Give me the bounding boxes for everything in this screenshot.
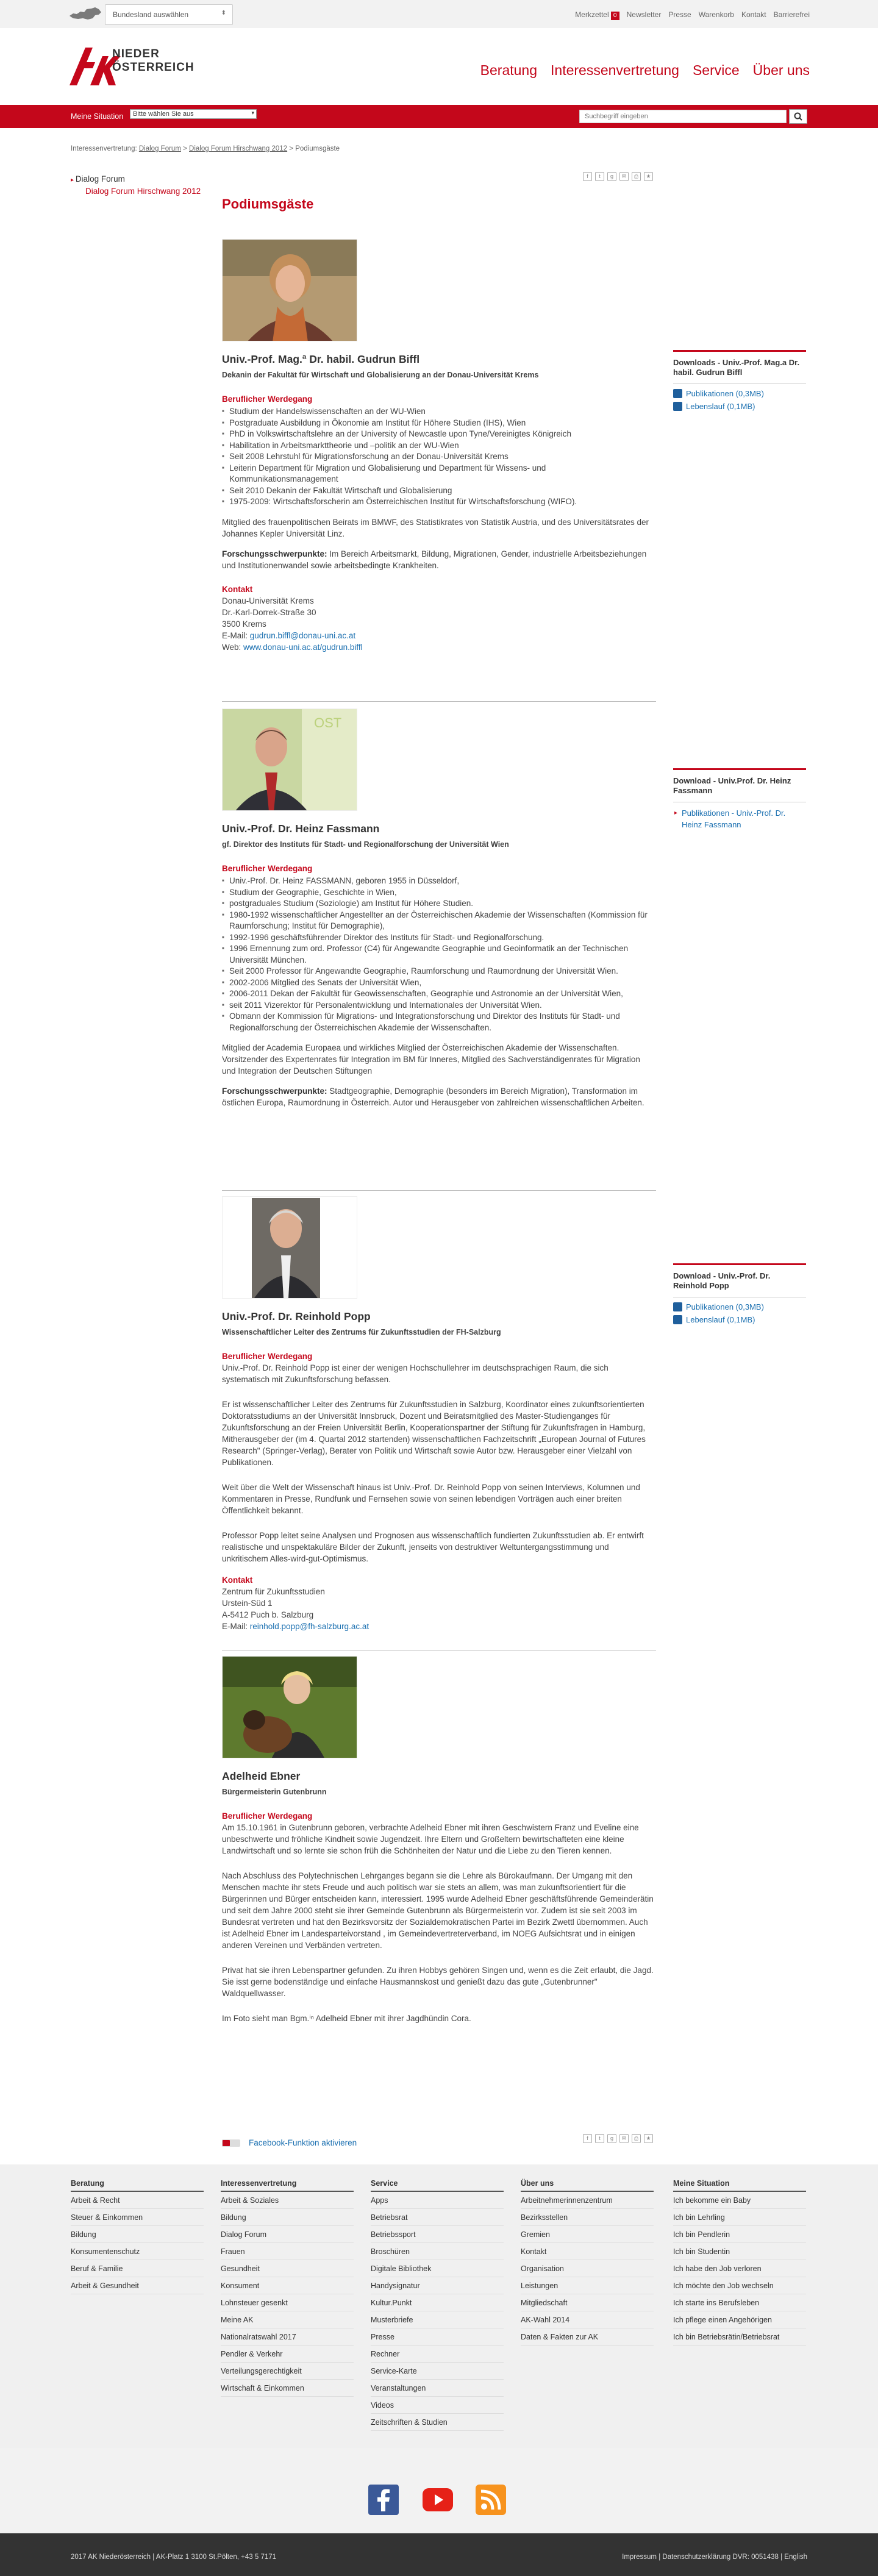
facebook-activate-link[interactable]: Facebook-Funktion aktivieren [249, 2138, 357, 2147]
breadcrumb-prefix: Interessenvertretung: [71, 145, 137, 152]
person-photo [222, 239, 357, 341]
breadcrumb-link-hirschwang[interactable]: Dialog Forum Hirschwang 2012 [189, 145, 288, 152]
situation-label: Meine Situation [71, 112, 124, 121]
footer-link[interactable]: Veranstaltungen [371, 2380, 504, 2397]
footer-link[interactable]: Konsumentenschutz [71, 2243, 204, 2260]
footer-link[interactable]: Ich bin Studentin [673, 2243, 806, 2260]
paragraph: Mitglied der Academia Europaea und wirkliches Mitglied der Österreichischen Akademie der Wissenschaften. Vorsitzender des Expertenrates für Integration im BM für Inneres, Mitglied des Sachverständigenrates für Migration und Integration der Deutschen Stiftungen [222, 1043, 640, 1076]
section-heading: Beruflicher Werdegang [222, 864, 313, 873]
list-item: ■ Obmann der Kommission für Migrations- und Integrationsforschung und Direktor des Instituts für Stadt- und Regionalforschung der Österreichischen Akademie der Wissenschaften. [222, 1011, 656, 1033]
footer-link[interactable]: Lohnsteuer gesenkt [221, 2294, 354, 2311]
bundesland-select[interactable] [105, 4, 233, 25]
footer-link[interactable]: Ich pflege einen Angehörigen [673, 2311, 806, 2328]
footer-link[interactable]: Ich möchte den Job wechseln [673, 2277, 806, 2294]
list-item: ■ Postgraduate Ausbildung in Ökonomie am Institut für Höhere Studien (IHS), Wien [222, 418, 656, 429]
nav-interessenvertretung[interactable]: Interessenvertretung [551, 62, 679, 78]
contact-line: Dr.-Karl-Dorrek-Straße 30 [222, 607, 316, 617]
email-share-icon[interactable]: ✉ [619, 172, 629, 181]
site-header [0, 28, 878, 105]
document-icon [673, 389, 682, 398]
print-icon[interactable]: ⎙ [632, 2134, 641, 2143]
breadcrumb-link-dialog-forum[interactable]: Dialog Forum [138, 145, 181, 152]
footer-link[interactable]: Kontakt [521, 2243, 654, 2260]
facebook-share-icon[interactable]: f [583, 172, 592, 181]
main-nav [480, 62, 810, 79]
footer-link[interactable]: Ich starte ins Berufsleben [673, 2294, 806, 2311]
footer-link[interactable]: Ich bekomme ein Baby [673, 2192, 806, 2209]
nav-service[interactable]: Service [692, 62, 740, 78]
footer-heading: Meine Situation [673, 2179, 806, 2192]
situation-select-value: Bitte wählen Sie aus [133, 110, 194, 118]
footer-col-meine-situation [673, 2179, 806, 2346]
list-item: ■ PhD in Volkswirtschaftslehre an der University of Newcastle upon Tyne/Vereinigtes Königreich [222, 429, 656, 440]
download-link-publikationen[interactable]: ▸ Publikationen - Univ.-Prof. Dr. Heinz Fassmann [673, 807, 806, 830]
footer-col-interessenvertretung [221, 2179, 354, 2397]
person-ebner [222, 1656, 656, 2024]
divider [222, 701, 656, 702]
person-name: Adelheid Ebner [222, 1770, 301, 1782]
document-icon [673, 1302, 682, 1311]
list-item: ■ 2002-2006 Mitglied des Senats der Universität Wien, [222, 977, 656, 989]
toplink-kontakt[interactable]: Kontakt [741, 10, 766, 19]
footer-link[interactable]: Ich bin Lehrling [673, 2209, 806, 2226]
facebook-share-icon[interactable]: f [583, 2134, 592, 2143]
leftnav-hirschwang[interactable]: Dialog Forum Hirschwang 2012 [85, 187, 201, 196]
footer-link[interactable]: Meine AK [221, 2311, 354, 2328]
twitter-share-icon[interactable]: t [595, 172, 604, 181]
person-photo [222, 708, 357, 811]
paragraph: Am 15.10.1961 in Gutenbrunn geboren, verbrachte Adelheid Ebner mit ihren Geschwistern Franz und Eveline eine unbeschwerte und fröhliche Kindheit sowie Jugendzeit. Ihre Eltern und Großeltern bewirtschafteten eine kleine Landwirtschaft und so lernte sie schon früh die Schönheiten der Natur und die Liebe zu den Tieren kennen. [222, 1823, 639, 1855]
footer-heading: Über uns [521, 2179, 654, 2192]
downloads-title: Downloads - Univ.-Prof. Mag.a Dr. habil. Gudrun Biffl [673, 358, 800, 377]
bookmark-icon[interactable]: ★ [644, 172, 653, 181]
list-item: ■ postgraduales Studium (Soziologie) am Institut für Höhere Studien. [222, 898, 656, 910]
twitter-share-icon[interactable]: t [595, 2134, 604, 2143]
footer-heading: Beratung [71, 2179, 204, 2192]
footer-col-beratung [71, 2179, 204, 2294]
breadcrumb-current: Podiumsgäste [295, 145, 340, 152]
footer-link[interactable]: Rechner [371, 2346, 504, 2363]
footer-link[interactable]: Apps [371, 2192, 504, 2209]
legal-links[interactable]: Impressum | Datenschutzerklärung DVR: 0051438 | English [622, 2553, 807, 2561]
email-link[interactable]: reinhold.popp@fh-salzburg.ac.at [249, 1622, 369, 1631]
merkzettel-count-badge: 0 [611, 12, 619, 20]
footer-link[interactable]: Daten & Fakten zur AK [521, 2328, 654, 2346]
chevron-down-icon: ▾ [251, 110, 254, 116]
toplink-barrierefrei[interactable]: Barrierefrei [773, 10, 810, 19]
document-icon [673, 402, 682, 411]
footer-link[interactable]: Videos [371, 2397, 504, 2414]
situation-select[interactable] [130, 109, 257, 119]
footer-link[interactable]: Nationalratswahl 2017 [221, 2328, 354, 2346]
list-item: ■ Leiterin Department für Migration und Globalisierung und Department für Wissens- und Kommunikationsmanagement [222, 463, 656, 485]
footer-link[interactable]: Service-Karte [371, 2363, 504, 2380]
focus-label: Forschungsschwerpunkte: [222, 549, 327, 558]
focus-label: Forschungsschwerpunkte: [222, 1086, 327, 1096]
top-strip [0, 0, 878, 28]
toplink-newsletter[interactable]: Newsletter [626, 10, 662, 19]
footer-link[interactable]: Frauen [221, 2243, 354, 2260]
list-item: ■ 1996 Ernennung zum ord. Professor (C4) für Angewandte Geographie und Geoinformatik an der Technischen Universität München. [222, 943, 656, 966]
footer [0, 2164, 878, 2448]
downloads-box-fassmann [673, 768, 806, 830]
footer-link[interactable]: Ich habe den Job verloren [673, 2260, 806, 2277]
list-item: ■ Seit 2010 Dekanin der Fakultät Wirtschaft und Globalisierung [222, 485, 656, 497]
left-nav [71, 174, 205, 196]
footer-link[interactable]: Mitgliedschaft [521, 2294, 654, 2311]
footer-link[interactable]: Beruf & Familie [71, 2260, 204, 2277]
list-item: ■ Habilitation in Arbeitsmarkttheorie und –politik an der WU-Wien [222, 440, 656, 452]
list-item: ■ Univ.-Prof. Dr. Heinz FASSMANN, geboren 1955 in Düsseldorf, [222, 876, 656, 887]
main-content [222, 196, 656, 212]
list-item: ■ 1975-2009: Wirtschaftsforscherin am Österreichischen Institut für Wirtschaftsforschung (WIFO). [222, 496, 656, 508]
footer-link[interactable]: Broschüren [371, 2243, 504, 2260]
paragraph: Er ist wissenschaftlicher Leiter des Zentrums für Zukunftsstudien in Salzburg, Koordinator eines zukunftsorientierten Doktoratsstudiums an der Universität Innsbruck, Dozent und Beiratsmitglied des Master-Studienganges für Zukunftsforschung an der Freien Universität Berlin, Kooperationspartner der Stiftung für Zukunftsfragen in Hamburg, Mitherausgeber der (im 4. Quartal 2012 startenden) wissenschaftlichen Fachzeitschrift „European Journal of Futures Research" (Springer-Verlag), Berater von Politik und Wirtschaft sowie Autor bzw. Herausgeber einer Vielzahl von Publikationen. [222, 1400, 646, 1467]
footer-link[interactable]: Zeitschriften & Studien [371, 2414, 504, 2431]
contact-line: A-5412 Puch b. Salzburg [222, 1610, 314, 1619]
contact-line: Zentrum für Zukunftsstudien [222, 1587, 325, 1596]
contact-line: 3500 Krems [222, 619, 266, 629]
breadcrumb: Interessenvertretung: Dialog Forum > Dialog Forum Hirschwang 2012 > Podiumsgäste [71, 145, 340, 152]
footer-link[interactable]: Digitale Bibliothek [371, 2260, 504, 2277]
footer-link[interactable]: Ich bin Pendlerin [673, 2226, 806, 2243]
person-subtitle: Dekanin der Fakultät für Wirtschaft und Globalisierung an der Donau-Universität Krems [222, 371, 539, 379]
googleplus-share-icon[interactable]: g [607, 172, 616, 181]
focus-paragraph [222, 1085, 656, 1108]
copyright-text: 2017 AK Niederösterreich | AK-Platz 1 3100 St.Pölten, +43 5 7171 [71, 2553, 277, 2561]
nav-ueber-uns[interactable]: Über uns [752, 62, 810, 78]
download-link-publikationen[interactable]: Publikationen (0,3MB) [673, 389, 806, 398]
email-link[interactable]: gudrun.biffl@donau-uni.ac.at [249, 630, 356, 640]
footer-link[interactable]: Verteilungsgerechtigkeit [221, 2363, 354, 2380]
footer-link[interactable]: Steuer & Einkommen [71, 2209, 204, 2226]
list-item: ■ Seit 2000 Professor für Angewandte Geographie, Raumforschung und Raumordnung der Universität Wien. [222, 966, 656, 977]
footer-link[interactable]: Musterbriefe [371, 2311, 504, 2328]
nav-beratung[interactable]: Beratung [480, 62, 538, 78]
person-fassmann [222, 708, 656, 1108]
download-link-publikationen[interactable]: Publikationen (0,3MB) [673, 1302, 806, 1311]
toplink-presse[interactable]: Presse [668, 10, 691, 19]
career-list [222, 876, 656, 1033]
footer-link[interactable]: Handysignatur [371, 2277, 504, 2294]
download-link-lebenslauf[interactable]: Lebenslauf (0,1MB) [673, 402, 806, 411]
list-item: ■ 1980-1992 wissenschaftlicher Angestellter an der Österreichischen Akademie der Wissenschaften (Kommission für Raumforschung; Institut für Demographie), [222, 910, 656, 932]
footer-link[interactable]: Presse [371, 2328, 504, 2346]
toplink-merkzettel[interactable]: Merkzettel 0 [575, 10, 619, 20]
web-link[interactable]: www.donau-uni.ac.at/gudrun.biffl [243, 642, 363, 652]
divider [222, 1190, 656, 1191]
footer-link[interactable]: Bildung [71, 2226, 204, 2243]
footer-link[interactable]: Wirtschaft & Einkommen [221, 2380, 354, 2397]
footer-link[interactable]: Leistungen [521, 2277, 654, 2294]
austria-map-icon[interactable] [68, 6, 102, 22]
downloads-box-popp [673, 1263, 806, 1324]
downloads-title: Download - Univ.Prof. Dr. Heinz Fassmann [673, 776, 791, 795]
footer-link[interactable]: Arbeit & Soziales [221, 2192, 354, 2209]
list-item: ■ 1992-1996 geschäftsführender Direktor des Instituts für Stadt- und Regionalforschung. [222, 932, 656, 944]
person-name: Univ.-Prof. Mag.ª Dr. habil. Gudrun Biffl [222, 353, 420, 365]
bottom-bar [0, 2533, 878, 2576]
section-heading: Beruflicher Werdegang [222, 394, 313, 404]
search-button[interactable] [789, 109, 807, 124]
paragraph: Privat hat sie ihren Lebenspartner gefunden. Zu ihren Hobbys gehören Singen und, wenn es die Zeit erlaubt, die Jagd. Sie isst gerne bodenständige und einfache Hausmannskost und genießt dazu das gute „Gutenbrunner" Waldquellwasser. [222, 1966, 654, 1998]
contact-web: Web: www.donau-uni.ac.at/gudrun.biffl [222, 642, 363, 652]
section-heading: Beruflicher Werdegang [222, 1811, 313, 1821]
print-icon[interactable]: ⎙ [632, 172, 641, 181]
ak-logo[interactable] [68, 44, 195, 87]
footer-link[interactable]: Dialog Forum [221, 2226, 354, 2243]
footer-link[interactable]: Bezirksstellen [521, 2209, 654, 2226]
logo-line1: NIEDER [112, 48, 160, 60]
footer-heading: Service [371, 2179, 504, 2192]
contact-line: Urstein-Süd 1 [222, 1599, 273, 1608]
person-name: Univ.-Prof. Dr. Reinhold Popp [222, 1310, 371, 1322]
footer-link[interactable]: Pendler & Verkehr [221, 2346, 354, 2363]
downloads-box-biffl [673, 350, 806, 411]
youtube-icon[interactable] [422, 2485, 454, 2517]
contact-line: Donau-Universität Krems [222, 596, 314, 605]
footer-link[interactable]: Arbeit & Recht [71, 2192, 204, 2209]
list-item: ■ Studium der Geographie, Geschichte in Wien, [222, 887, 656, 899]
person-subtitle: Bürgermeisterin Gutenbrunn [222, 1788, 327, 1796]
paragraph: Univ.-Prof. Dr. Reinhold Popp ist einer der wenigen Hochschullehrer im deutschsprachigen Raum, die sich systematisch mit Zukunftsforschung befassen. [222, 1363, 609, 1384]
footer-link[interactable]: Betriebsrat [371, 2209, 504, 2226]
search-input[interactable] [579, 110, 787, 123]
person-popp [222, 1196, 656, 1632]
person-name: Univ.-Prof. Dr. Heinz Fassmann [222, 822, 380, 835]
googleplus-share-icon[interactable]: g [607, 2134, 616, 2143]
top-links [575, 10, 810, 20]
footer-col-ueber-uns [521, 2179, 654, 2346]
leftnav-dialog-forum[interactable]: ▸ Dialog Forum [71, 174, 205, 184]
download-link-lebenslauf[interactable]: Lebenslauf (0,1MB) [673, 1315, 806, 1324]
email-share-icon[interactable]: ✉ [619, 2134, 629, 2143]
page-title: Podiumsgäste [222, 196, 314, 212]
list-item: ■ Seit 2008 Lehrstuhl für Migrationsforschung an der Donau-Universität Krems [222, 451, 656, 463]
footer-link[interactable]: Gremien [521, 2226, 654, 2243]
footer-link[interactable]: Arbeit & Gesundheit [71, 2277, 204, 2294]
list-item: ■ 2006-2011 Dekan der Fakultät für Geowissenschaften, Geographie und Astronomie an der Universität Wien, [222, 988, 656, 1000]
toggle-icon[interactable] [222, 2139, 240, 2147]
rss-icon[interactable] [476, 2485, 506, 2517]
search-icon [794, 112, 802, 121]
footer-link[interactable]: Konsument [221, 2277, 354, 2294]
contact-heading: Kontakt [222, 584, 253, 594]
contact-email: E-Mail: reinhold.popp@fh-salzburg.ac.at [222, 1622, 369, 1631]
svg-text:OST: OST [314, 715, 342, 730]
paragraph: Nach Abschluss des Polytechnischen Lehrganges begann sie die Lehre als Bürokaufmann. Der Umgang mit den Menschen machte ihr stets Freude und auch politisch war sie stets an allem, was man zukunftsorientiert für die Bürgerinnen und Bürger entscheiden kann, interessiert. 1995 wurde Adelheid Ebner geschäftsführende Gemeinderätin und seit dem Jahre 2000 steht sie ihrer Gemeinde Gutenbrunn als Bürgermeisterin vor. Zudem ist sie seit 2003 im Bundesrat vertreten und hat den Bezirksvorsitz der Sozialdemokratischen Partei im Bezirk Zwettl übernommen. Auch ist Adelheid Ebner im Landesparteivorstand , im Gemeindevertreterverband, im NOEG Aufsichtsrat und in einigen anderen Vereinen und Verbänden vertreten. [222, 1871, 654, 1950]
bookmark-icon[interactable]: ★ [644, 2134, 653, 2143]
contact-email: E-Mail: gudrun.biffl@donau-uni.ac.at [222, 630, 356, 640]
person-subtitle: gf. Direktor des Instituts für Stadt- und Regionalforschung der Universität Wien [222, 840, 509, 849]
focus-text: Stadtgeographie, Demographie (besonders im Bereich Migration), Transformation im östlichen Europa, Raumordnung in Österreich. Autor und Herausgeber von zahlreichen wissenschaftlichen Arbeiten. [222, 1086, 644, 1107]
footer-link[interactable]: Ich bin Betriebsrätin/Betriebsrat [673, 2328, 806, 2346]
list-item: ■ Studium der Handelswissenschaften an der WU-Wien [222, 406, 656, 418]
footer-link[interactable]: Bildung [221, 2209, 354, 2226]
career-list [222, 406, 656, 508]
situation-bar [0, 105, 878, 128]
downloads-title: Download - Univ.-Prof. Dr. Reinhold Popp [673, 1271, 771, 1290]
paragraph: Weit über die Welt der Wissenschaft hinaus ist Univ.-Prof. Dr. Reinhold Popp von seinen Interviews, Kolumnen und Kommentaren in Presse, Rundfunk und Fernsehen sowie von seinen lebendigen Vorträgen auch einer breiten Öffentlichkeit bekannt. [222, 1483, 640, 1515]
paragraph: Professor Popp leitet seine Analysen und Prognosen aus wissenschaftlich fundierten Zukunftsstudien ab. Er entwirft realistische und unspektakuläre Bilder der Zukunft, jenseits von destruktiver Weltuntergangsstimmung und unkritischem Alles-wird-gut-Optimismus. [222, 1531, 644, 1563]
footer-link[interactable]: Organisation [521, 2260, 654, 2277]
section-heading: Beruflicher Werdegang [222, 1352, 313, 1361]
facebook-icon[interactable] [368, 2485, 399, 2517]
share-icons [583, 172, 653, 181]
person-photo [222, 1656, 357, 1758]
footer-link[interactable]: AK-Wahl 2014 [521, 2311, 654, 2328]
focus-text: Im Bereich Arbeitsmarkt, Bildung, Migrationen, Gender, industrielle Arbeitsbeziehungen und Institutionenwandel sowie arbeitsbedingte Krankheiten. [222, 549, 647, 570]
share-icons-bottom [583, 2134, 653, 2143]
bundesland-select-value: Bundesland auswählen [113, 10, 189, 19]
footer-link[interactable]: Betriebssport [371, 2226, 504, 2243]
footer-link[interactable]: Kultur.Punkt [371, 2294, 504, 2311]
footer-col-service [371, 2179, 504, 2431]
person-photo [222, 1196, 357, 1299]
footer-link[interactable]: Gesundheit [221, 2260, 354, 2277]
paragraph: Mitglied des frauenpolitischen Beirats im BMWF, des Statistikrates von Statistik Austria, und des Universitätsrates der Johannes Kepler Universität Linz. [222, 517, 649, 538]
chevron-down-icon: ⬍ [221, 10, 226, 16]
paragraph: Im Foto sieht man Bgm.ⁱⁿ Adelheid Ebner mit ihrer Jagdhündin Cora. [222, 2014, 471, 2023]
contact-heading: Kontakt [222, 1575, 253, 1585]
person-subtitle: Wissenschaftlicher Leiter des Zentrums für Zukunftsstudien der FH-Salzburg [222, 1328, 501, 1336]
person-biffl [222, 239, 656, 653]
footer-link[interactable]: Arbeitnehmerinnenzentrum [521, 2192, 654, 2209]
toplink-warenkorb[interactable]: Warenkorb [698, 10, 734, 19]
focus-paragraph [222, 548, 656, 571]
page-content [0, 128, 878, 2164]
logo-line2: ÖSTERREICH [112, 61, 195, 74]
list-item: ■ seit 2011 Vizerektor für Personalentwicklung und Internationales der Universität Wien. [222, 1000, 656, 1011]
footer-heading: Interessenvertretung [221, 2179, 354, 2192]
document-icon [673, 1315, 682, 1324]
